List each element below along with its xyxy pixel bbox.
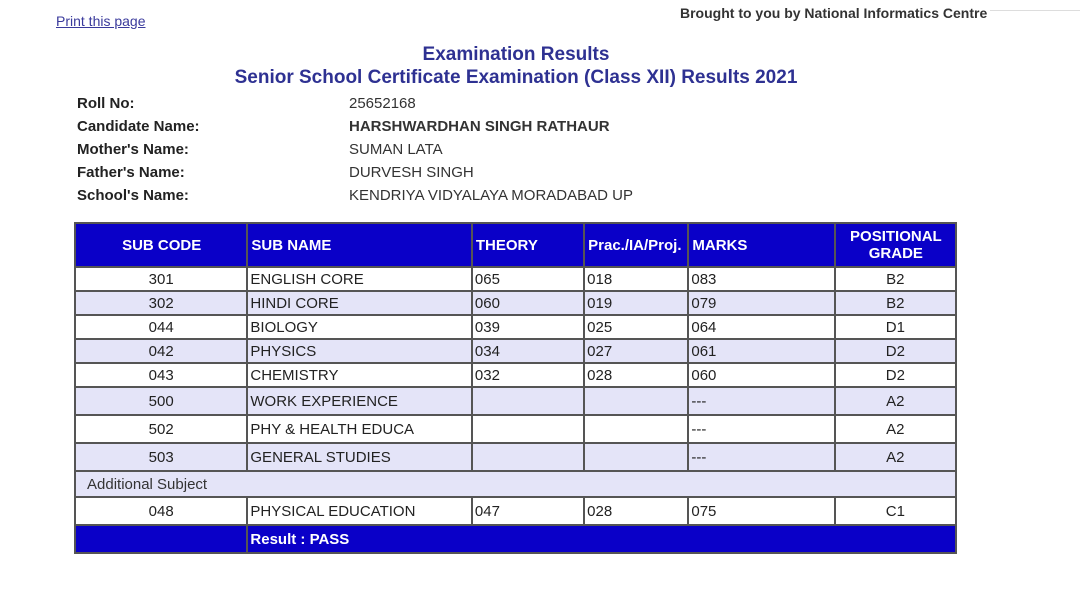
page-subtitle: Senior School Certificate Examination (Class XII) Results 2021 <box>234 67 798 88</box>
cell-sub-code: 042 <box>75 339 247 363</box>
print-page-link[interactable]: Print this page <box>56 13 146 29</box>
cell-sub-name: BIOLOGY <box>247 315 472 339</box>
header-positional-grade <box>835 223 956 267</box>
cell-sub-code: 048 <box>75 497 247 525</box>
table-row <box>75 415 956 443</box>
cell-sub-code: 503 <box>75 443 247 471</box>
header-theory: THEORY <box>472 223 584 267</box>
cell-grade: A2 <box>835 415 956 443</box>
cell-practical: 018 <box>584 267 688 291</box>
header-grade-line1: POSITIONAL <box>850 228 942 245</box>
table-row <box>75 339 956 363</box>
results-body <box>75 267 956 471</box>
cell-marks: 083 <box>688 267 834 291</box>
cell-theory: 032 <box>472 363 584 387</box>
cell-sub-name: ENGLISH CORE <box>247 267 472 291</box>
header-grade-line2: GRADE <box>868 245 923 262</box>
cell-grade: D2 <box>835 363 956 387</box>
cell-sub-name: GENERAL STUDIES <box>247 443 472 471</box>
cell-theory: 034 <box>472 339 584 363</box>
cell-marks: 064 <box>688 315 834 339</box>
cell-sub-code: 043 <box>75 363 247 387</box>
candidate-name-label: Candidate Name: <box>77 118 200 135</box>
cell-sub-name: PHYSICAL EDUCATION <box>247 497 472 525</box>
result-status: Result : PASS <box>247 525 956 553</box>
additional-subject-label: Additional Subject <box>75 471 956 497</box>
cell-theory <box>472 443 584 471</box>
cell-practical <box>584 415 688 443</box>
table-row <box>75 387 956 415</box>
results-table <box>74 222 957 554</box>
header-practical: Prac./IA/Proj. <box>584 223 688 267</box>
cell-sub-code: 302 <box>75 291 247 315</box>
mother-name-label: Mother's Name: <box>77 141 189 158</box>
cell-theory <box>472 387 584 415</box>
page-title: Examination Results <box>422 44 610 65</box>
top-divider <box>990 10 1080 11</box>
cell-theory <box>472 415 584 443</box>
table-row <box>75 363 956 387</box>
cell-practical <box>584 387 688 415</box>
cell-sub-name: HINDI CORE <box>247 291 472 315</box>
cell-sub-code: 502 <box>75 415 247 443</box>
cell-grade: C1 <box>835 497 956 525</box>
cell-sub-name: WORK EXPERIENCE <box>247 387 472 415</box>
table-row <box>75 291 956 315</box>
cell-grade: B2 <box>835 291 956 315</box>
cell-grade: B2 <box>835 267 956 291</box>
cell-marks: 079 <box>688 291 834 315</box>
roll-row <box>77 92 777 115</box>
mother-name-row <box>77 138 777 161</box>
school-name-value: KENDRIYA VIDYALAYA MORADABAD UP <box>349 187 633 204</box>
result-row <box>75 525 956 553</box>
cell-grade: D2 <box>835 339 956 363</box>
results-header-row <box>75 223 956 267</box>
cell-practical: 019 <box>584 291 688 315</box>
cell-sub-code: 044 <box>75 315 247 339</box>
candidate-name-value: HARSHWARDHAN SINGH RATHAUR <box>349 118 610 135</box>
cell-theory: 047 <box>472 497 584 525</box>
header-sub-name: SUB NAME <box>247 223 472 267</box>
cell-sub-code: 500 <box>75 387 247 415</box>
roll-label: Roll No: <box>77 95 135 112</box>
cell-grade: A2 <box>835 443 956 471</box>
cell-practical: 028 <box>584 497 688 525</box>
additional-subject-row <box>75 471 956 497</box>
candidate-info <box>77 92 777 207</box>
cell-practical: 027 <box>584 339 688 363</box>
cell-grade: D1 <box>835 315 956 339</box>
school-name-row <box>77 184 777 207</box>
candidate-name-row <box>77 115 777 138</box>
cell-marks: 060 <box>688 363 834 387</box>
cell-theory: 060 <box>472 291 584 315</box>
header-sub-code: SUB CODE <box>75 223 247 267</box>
cell-marks: 061 <box>688 339 834 363</box>
cell-grade: A2 <box>835 387 956 415</box>
father-name-label: Father's Name: <box>77 164 185 181</box>
cell-practical: 028 <box>584 363 688 387</box>
table-row-additional <box>75 497 956 525</box>
cell-practical <box>584 443 688 471</box>
roll-value: 25652168 <box>349 95 416 112</box>
cell-marks: --- <box>688 387 834 415</box>
cell-practical: 025 <box>584 315 688 339</box>
cell-sub-name: PHYSICS <box>247 339 472 363</box>
provider-credit: Brought to you by National Informatics Centre <box>680 5 988 21</box>
cell-theory: 039 <box>472 315 584 339</box>
school-name-label: School's Name: <box>77 187 189 204</box>
cell-marks: 075 <box>688 497 834 525</box>
header-marks: MARKS <box>688 223 834 267</box>
cell-marks: --- <box>688 443 834 471</box>
cell-theory: 065 <box>472 267 584 291</box>
mother-name-value: SUMAN LATA <box>349 141 443 158</box>
cell-sub-name: PHY & HEALTH EDUCA <box>247 415 472 443</box>
table-row <box>75 267 956 291</box>
cell-sub-code: 301 <box>75 267 247 291</box>
result-spacer <box>75 525 247 553</box>
table-row <box>75 315 956 339</box>
father-name-value: DURVESH SINGH <box>349 164 474 181</box>
table-row <box>75 443 956 471</box>
cell-sub-name: CHEMISTRY <box>247 363 472 387</box>
father-name-row <box>77 161 777 184</box>
cell-marks: --- <box>688 415 834 443</box>
